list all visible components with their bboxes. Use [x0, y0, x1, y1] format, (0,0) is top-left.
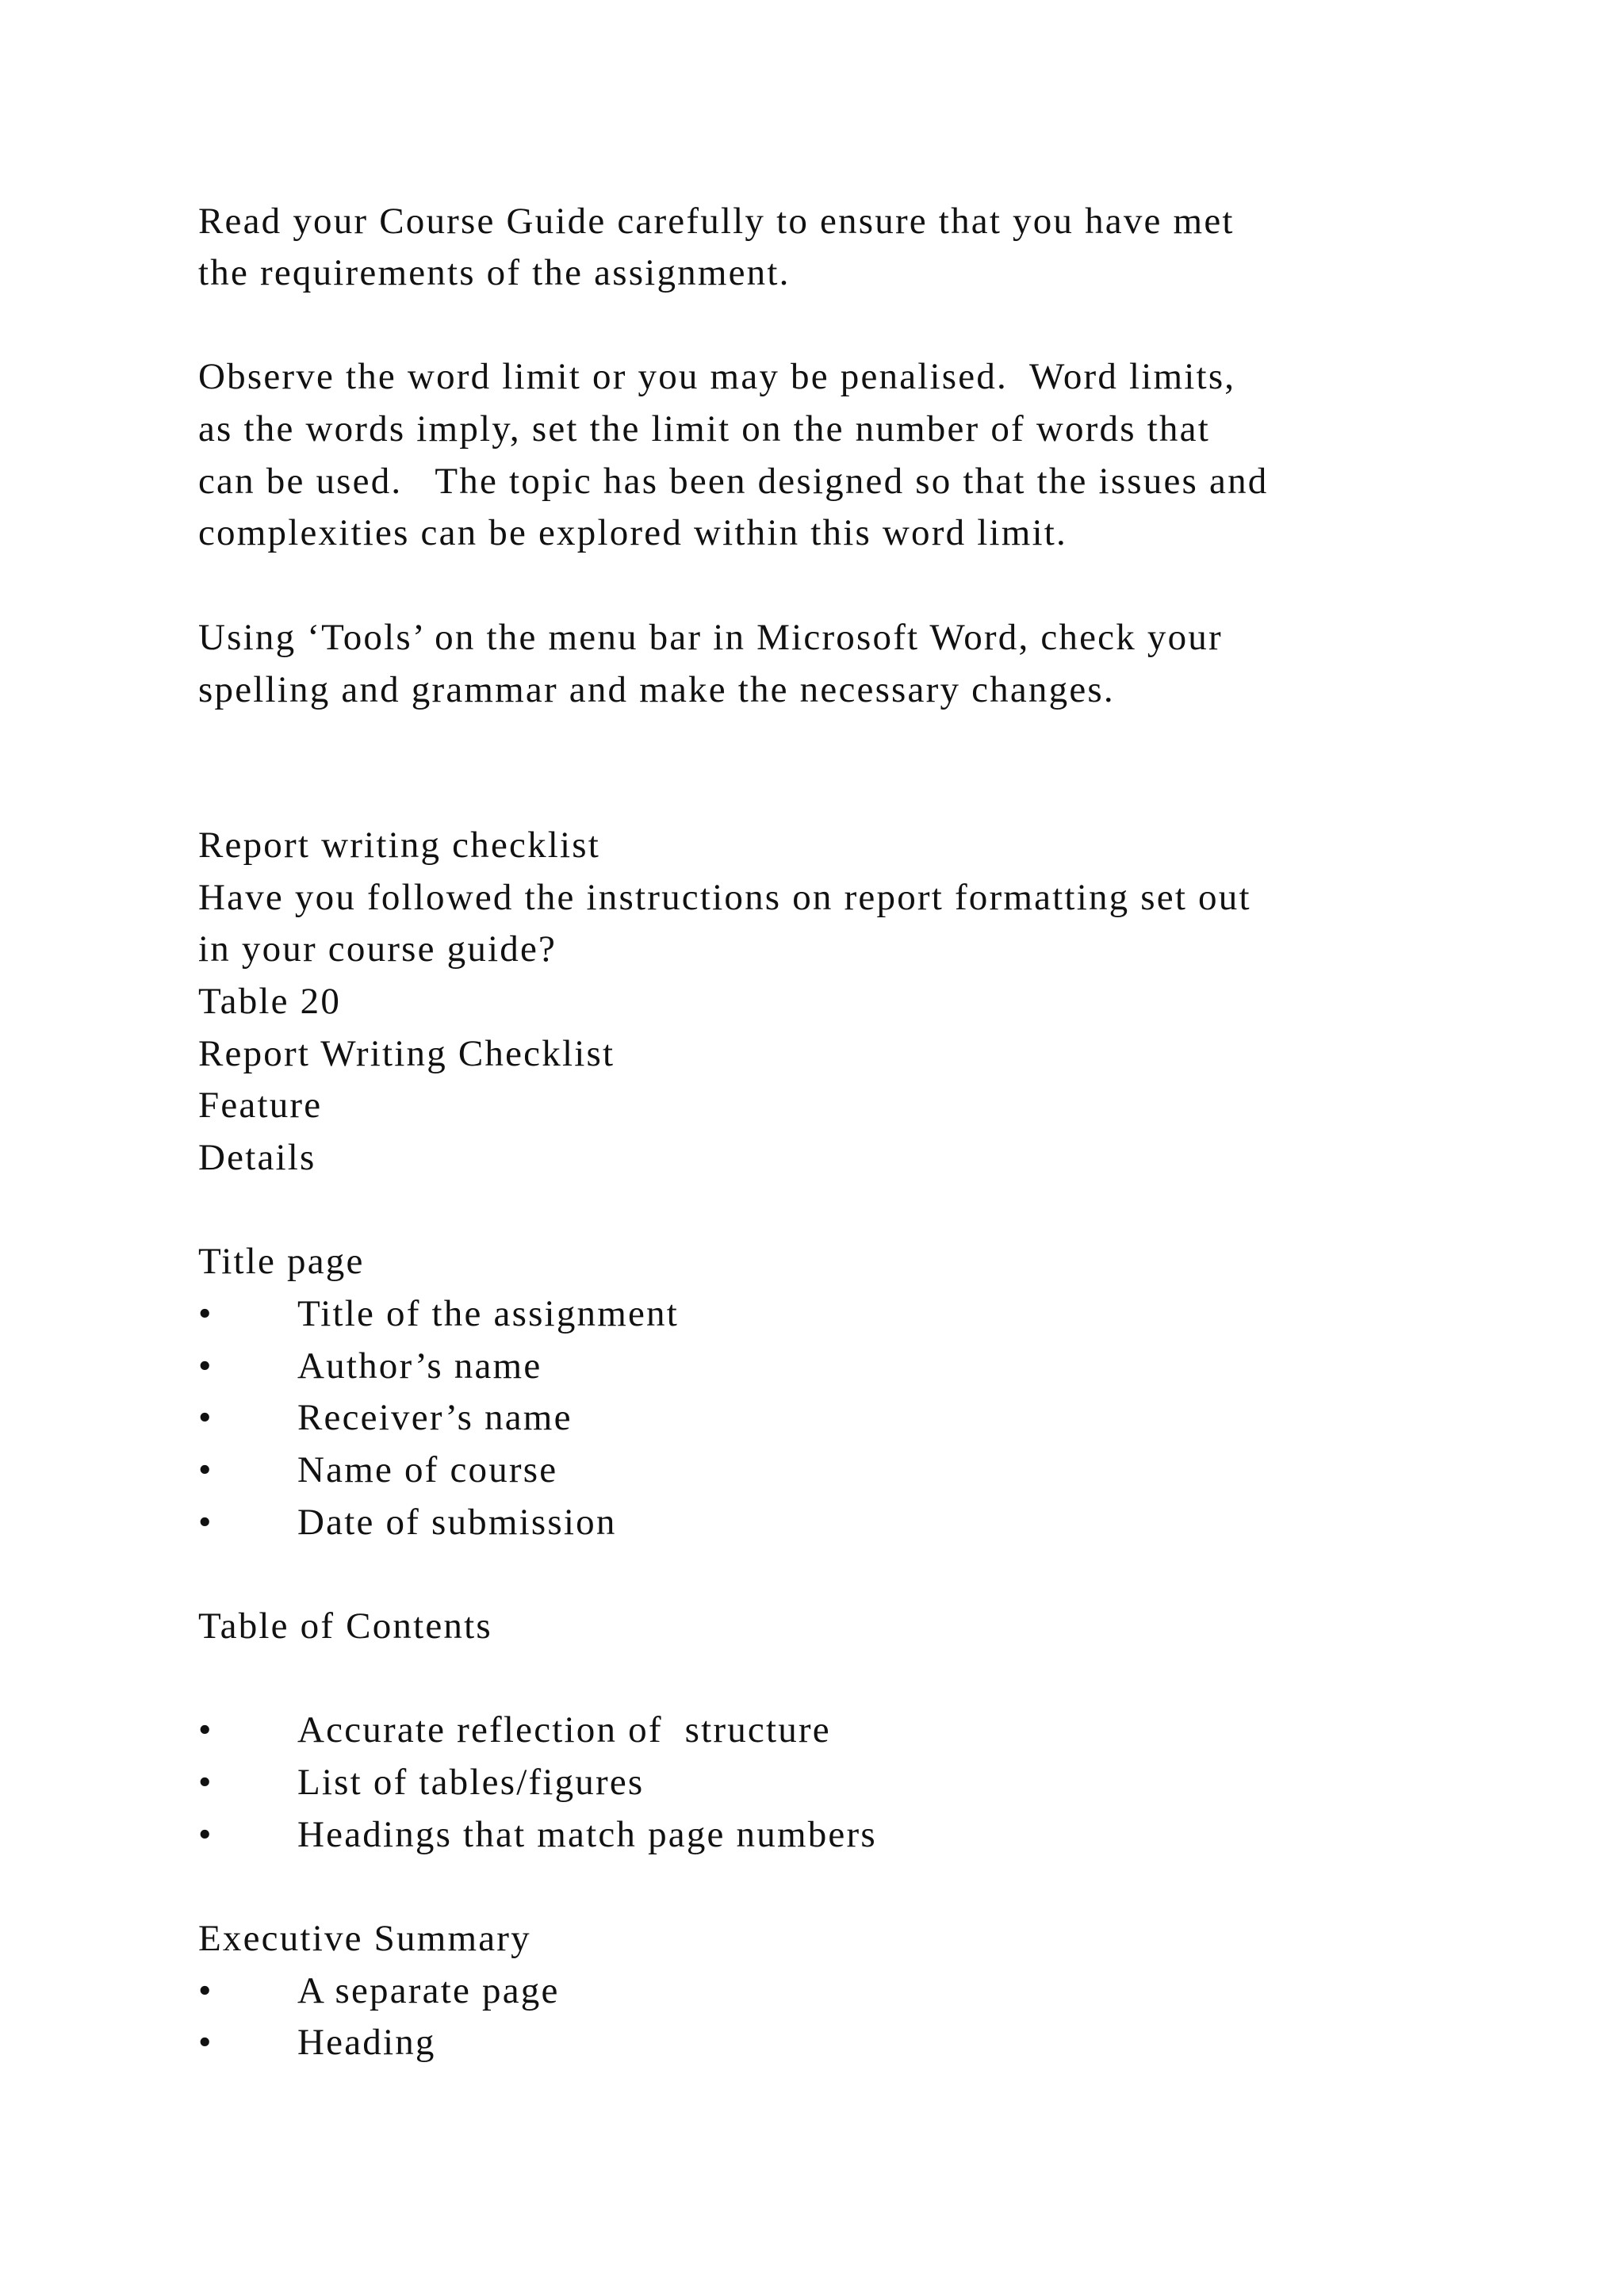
list-item-text: Author’s name — [297, 1345, 542, 1387]
list-item — [198, 2024, 436, 2061]
list-item — [198, 1816, 877, 1854]
list-item — [198, 1449, 558, 1490]
list-item-text: Headings that match page numbers — [297, 1814, 877, 1855]
list-item-text: Accurate reflection of structure — [297, 1709, 831, 1751]
checklist-heading: Report writing checklist — [198, 825, 601, 866]
section-table-of-contents-heading: Table of Contents — [198, 1605, 492, 1647]
bullet-icon: • — [198, 1293, 213, 1334]
bullet-icon: • — [198, 1345, 213, 1387]
list-item — [198, 1295, 679, 1333]
bullet-icon: • — [198, 1449, 213, 1490]
bullet-icon: • — [198, 1709, 213, 1751]
table-label: Table 20 — [198, 981, 342, 1022]
list-item-text: Heading — [297, 2022, 436, 2063]
list-item-text: Title of the assignment — [297, 1293, 679, 1334]
bullet-icon: • — [198, 1502, 213, 1543]
section-title-page-heading: Title page — [198, 1241, 365, 1282]
bullet-icon: • — [198, 2022, 213, 2063]
intro-paragraph-1-line-2: the requirements of the assignment. — [198, 252, 791, 293]
list-item-text: List of tables/figures — [297, 1762, 645, 1803]
column-header-feature: Feature — [198, 1085, 323, 1126]
list-item — [198, 1345, 542, 1387]
intro-paragraph-3-line-2: spelling and grammar and make the necessary changes. — [198, 669, 1115, 710]
list-item-text: Receiver’s name — [297, 1397, 573, 1438]
intro-paragraph-2-line-2: as the words imply, set the limit on the number of words that — [198, 408, 1210, 450]
intro-paragraph-2-line-3: can be used. The topic has been designed so that the issues and — [198, 461, 1269, 502]
list-item — [198, 1504, 617, 1541]
list-item — [198, 1764, 644, 1801]
bullet-icon: • — [198, 1814, 213, 1855]
checklist-question-line-2: in your course guide? — [198, 928, 557, 970]
intro-paragraph-2-line-1: Observe the word limit or you may be penalised. Word limits, — [198, 356, 1236, 397]
intro-paragraph-3-line-1: Using ‘Tools’ on the menu bar in Microsoft Word, check your — [198, 617, 1223, 658]
intro-paragraph-2-line-4: complexities can be explored within this word limit. — [198, 512, 1067, 553]
list-item — [198, 1970, 560, 2011]
column-header-details: Details — [198, 1137, 316, 1178]
bullet-icon: • — [198, 1397, 213, 1438]
list-item-text: Date of submission — [297, 1502, 617, 1543]
list-item — [198, 1709, 831, 1751]
bullet-icon: • — [198, 1762, 213, 1803]
section-executive-summary-heading: Executive Summary — [198, 1918, 531, 1959]
bullet-icon: • — [198, 1970, 213, 2011]
list-item-text: A separate page — [297, 1970, 560, 2011]
intro-paragraph-1-line-1: Read your Course Guide carefully to ensure that you have met — [198, 201, 1235, 242]
list-item — [198, 1399, 573, 1437]
table-title: Report Writing Checklist — [198, 1033, 615, 1074]
list-item-text: Name of course — [297, 1449, 558, 1490]
checklist-question-line-1: Have you followed the instructions on report formatting set out — [198, 877, 1251, 918]
